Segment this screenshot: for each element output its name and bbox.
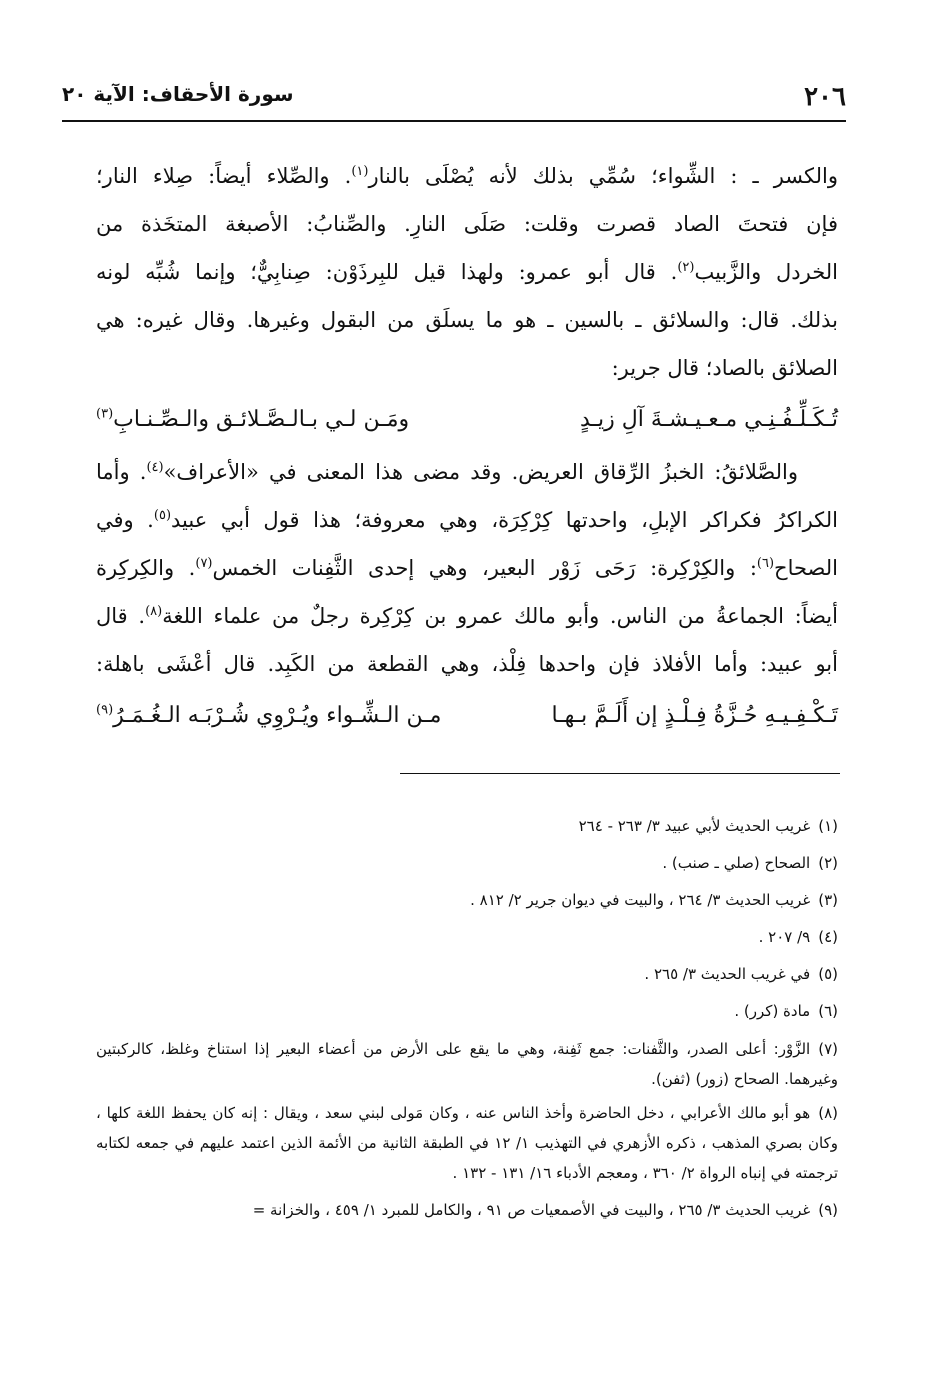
footnote: (٤)٩/ ٢٠٧ . [758, 928, 838, 946]
footnotes [96, 808, 838, 1229]
verse-first-hemistich: تَـكْـفِـيـهِ حُـزَّةُ فِـلْـذٍ إن أَلَـمَّ بـهـا [551, 703, 838, 728]
page-number: ٢٠٦ [804, 82, 846, 112]
text-line: الخردل والزَّبيب$^{(٢)}$. قال أبو عمرو: ولهذا قيل للبِرذَوْن: صِنابِيٌّ؛ وإنما شُبِّه لونه [96, 260, 838, 284]
footnote: (١)غريب الحديث لأبي عبيد ٣/ ٢٦٣ - ٢٦٤ [578, 817, 838, 835]
footnotes-separator [400, 773, 840, 774]
text-line: أبو عبيد: وأما الأفلاذ فإن واحدها فِلْذ، وهي القطعة من الكَبِد. قال أعْشَى باهلة: [96, 652, 838, 676]
footnote: (٥)في غريب الحديث ٣/ ٢٦٥ . [644, 965, 838, 983]
text-line: الصلائق بالصاد؛ قال جرير: [611, 356, 838, 380]
verse-second-hemistich: مـن الـشِّـواء ويُـرْوِي شُـرْبَـه الـغُـمَـرُ$^{(٩)}$ [96, 702, 442, 728]
text-line: والكسر ـ : الشِّواء؛ سُمِّي بذلك لأنه يُصْلَى بالنار$^{(١)}$. والصِّلاء أيضاً: صِلاء النار؛ [96, 164, 838, 188]
footnote: (٦)مادة (كرر) . [734, 1002, 838, 1020]
footnote: (٧)الزَّوْر: أعلى الصدر، والثَّفنات: جمع ثَفِنة، وهي ما يقع على الأرض من أعضاء البعير إذا استناخ وغلظ، كالركبتين وغيرهما. الصحاح (زور) (ثفن). [96, 1040, 838, 1088]
text-line: أيضاً: الجماعةُ من الناس. وأبو مالك عمرو بن كِرْكِرة رجلٌ من علماء اللغة$^{(٨)}$. قال [96, 604, 838, 628]
verse-first-hemistich: تُـكَـلِّـفُـنِـي مـعـيـشـةَ آلِ زيـدٍ [580, 407, 838, 432]
footnote: (٢)الصحاح (صلي ـ صنب) . [662, 854, 838, 872]
footnote: (٩)غريب الحديث ٣/ ٢٦٥ ، والبيت في الأصمعيات ص ٩١ ، والكامل للمبرد ١/ ٤٥٩ ، والخزانة = [252, 1201, 838, 1219]
verse-second-hemistich: ومَـن لـي بـالـصَّـلائـق والـصِّـنـابِ$^{(٣)}$ [96, 406, 410, 432]
poetry-verse [96, 688, 838, 744]
text-line: الكراكرُ فكراكر الإبلِ، واحدتها كِرْكِرَة، وهي معروفة؛ هذا قول أبي عبيد$^{(٥)}$. وفي [96, 508, 838, 532]
text-line: والصَّلائقُ: الخبزُ الرِّقاق العريض. وقد مضى هذا المعنى في «الأعراف»$^{(٤)}$. وأما [96, 460, 798, 484]
main-text [96, 152, 838, 744]
text-line: الصحاح$^{(٦)}$: والكِرْكِرة: رَحَى زَوْر البعير، وهي إحدى الثَّفِنات الخمس$^{(٧)}$. والكِركِرة [96, 556, 838, 580]
footnote: (٣)غريب الحديث ٣/ ٢٦٤ ، والبيت في ديوان جرير ٢/ ٨١٢ . [470, 891, 838, 909]
poetry-verse [96, 392, 838, 448]
text-line: بذلك. قال: والسلائق ـ بالسين ـ هو ما يسلَق من البقول وغيرها. وقال غيره: هي [96, 308, 838, 332]
running-title: سورة الأحقاف: الآية ٢٠ [62, 82, 294, 106]
page-header [62, 78, 846, 118]
footnote: (٨)هو أبو مالك الأعرابي ، دخل الحاضرة وأخذ الناس عنه ، وكان مَولى لبني سعد ، ويقال : إنه كان يحفظ اللغة كلها ، وكان بصري المذهب ، ذكره الأزهري في التهذيب ١/ ١٢ في الطبقة الثانية من الأئمة الذين اعتمد عليهم في جمعه لكتابه ترجمته في إنباه الرواة ٢/ ٣٦٠ ، ومعجم الأدباء ١٦/ ١٣١ - ١٣٢ . [96, 1104, 838, 1182]
header-rule [62, 120, 846, 122]
text-line: فإن فتحتَ الصاد قصرت وقلت: صَلَى النارِ. والصِّنابُ: الأصبغة المتخَذة من [96, 212, 838, 236]
